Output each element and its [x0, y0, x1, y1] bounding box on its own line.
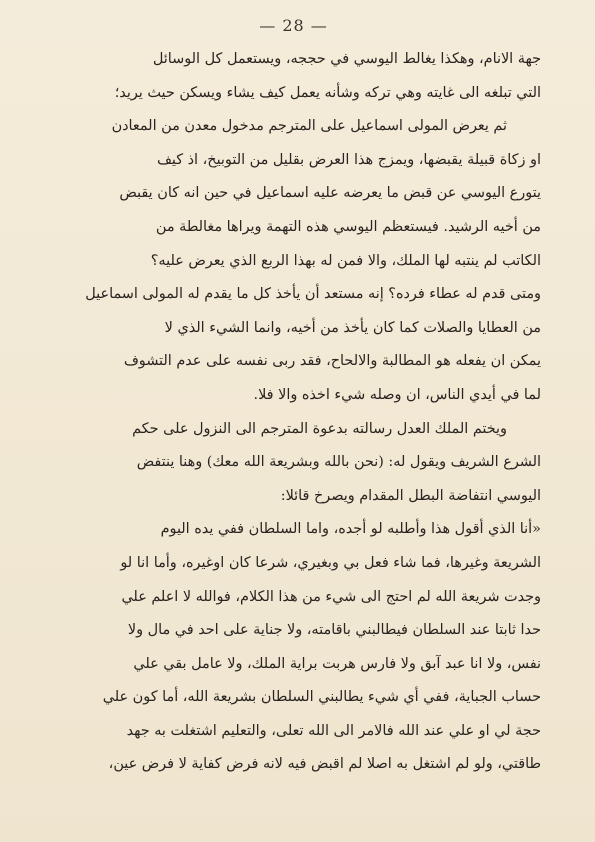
text-line-18: حدا ثابتا عند السلطان فيطالبني باقامته، ولا جناية على احد في مال ولا: [127, 622, 541, 639]
text-line-14: اليوسي انتفاضة البطل المقدام ويصرخ قائلا:: [280, 487, 541, 504]
text-line-21: حجة لي او علي عند الله فالامر الى الله تعلى، والتعليم اشتغلت به جهد: [126, 722, 541, 739]
text-line-22: طاقتي، ولو لم اشتغل به اصلا لم اقبض فيه لانه فرض كفاية لا فرض عين،: [108, 756, 541, 773]
text-line-3: ثم يعرض المولى اسماعيل على المترجم مدخول معدن من المعادن: [111, 118, 507, 135]
text-line-12: ويختم الملك العدل رسالته بدعوة المترجم الى النزول على حكم: [132, 420, 507, 437]
text-line-20: حساب الجباية، ففي أي شيء يطالبني السلطان بشريعة الله، أما كون علي: [102, 689, 541, 706]
text-line-10: يمكن ان يفعله هو المطالبة والالحاح، فقد ربى نفسه على عدم التشوف: [123, 353, 541, 370]
text-line-2: التي تبلغه الى غايته وهي تركه وشأنه يعمل كيف يشاء ويسكن حيث يريد؛: [114, 84, 541, 101]
text-line-8: ومتى قدم له عطاء فرده؟ إنه مستعد أن يأخذ كل ما يقدم له المولى اسماعيل: [85, 286, 541, 303]
page-number: — 28 —: [259, 16, 328, 35]
text-line-11: لما في أيدي الناس، ان وصله شيء اخذه والا فلا.: [253, 386, 541, 403]
text-line-5: يتورع اليوسي عن قبض ما يعرضه عليه اسماعيل في حين انه كان يقبض: [119, 185, 541, 202]
text-line-13: الشرع الشريف ويقول له: (نحن بالله وبشريعة الله معك) وهنا ينتفض: [136, 454, 541, 471]
text-line-1: جهة الانام، وهكذا يغالط اليوسي في حججه، ويستعمل كل الوسائل: [152, 51, 541, 67]
text-line-16: الشريعة وغيرها، فما شاء فعل بي وبغيري، شرعا كان اوغيره، وأما انا لو: [120, 554, 541, 571]
text-line-4: او زكاة قبيلة يقبضها، ويمزج هذا العرض بقليل من التوبيخ، اذ كيف: [156, 151, 541, 168]
text-line-19: نفس، ولا انا عبد آبق ولا فارس هربت براية الملك، ولا عامل بقي علي: [133, 655, 541, 672]
text-line-9: من العطايا والصلات كما كان يأخذ من أخيه، وانما الشيء الذي لا: [164, 319, 541, 336]
text-line-6: من أخيه الرشيد. فيستعظم اليوسي هذه التهمة ويراها مغالطة من: [155, 218, 541, 235]
arabic-text-body: [46, 43, 541, 782]
text-line-15: «أنا الذي أقول هذا وأطلبه لو أجده، واما السلطان ففي يده اليوم: [160, 521, 541, 538]
text-line-7: الكاتب لم ينتبه لها الملك، والا فمن له بهذا الربع الذي يعرض عليه؟: [150, 252, 541, 269]
text-line-17: وجدت شريعة الله لم احتج الى شيء من هذا الكلام، فوالله لا اعلم علي: [121, 588, 541, 605]
